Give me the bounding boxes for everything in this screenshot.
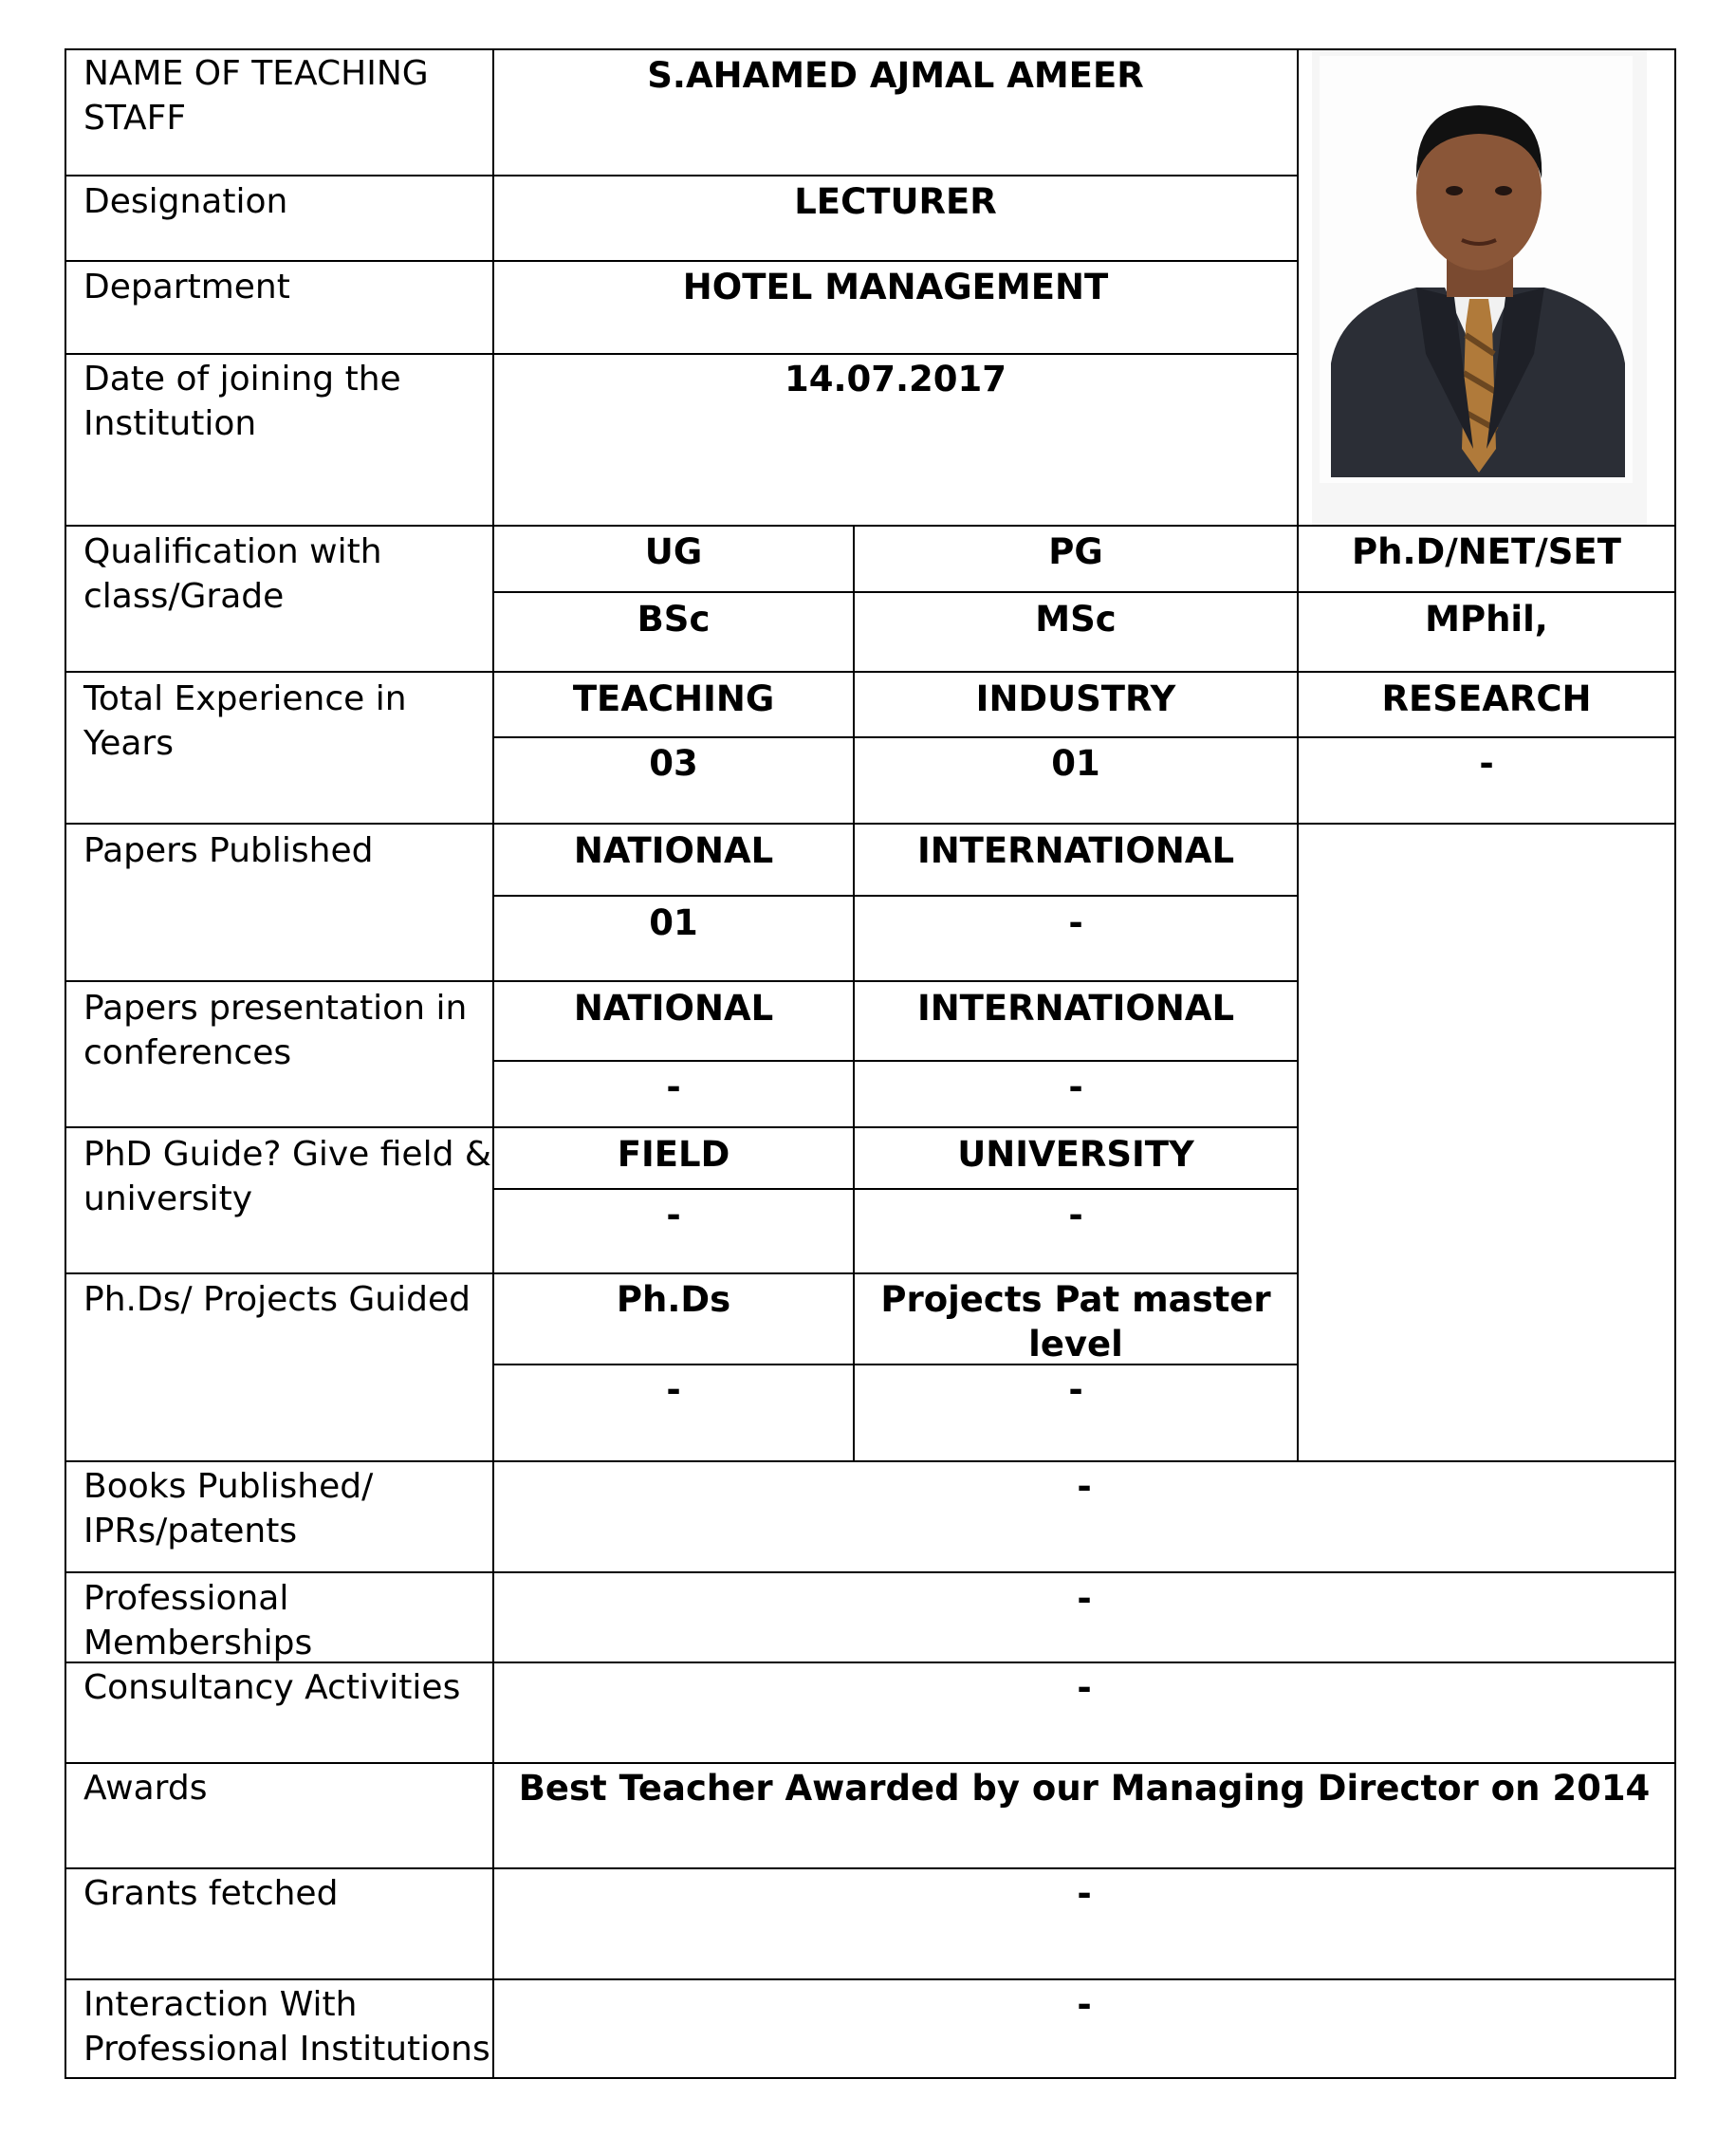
books-value: - <box>1077 1466 1092 1507</box>
papers-presentation-value-international: - <box>1068 1067 1083 1107</box>
row-divider <box>492 1060 1299 1062</box>
projects-guided-label: Ph.Ds/ Projects Guided <box>83 1280 471 1319</box>
row-divider <box>65 671 1676 673</box>
experience-value-teaching: 03 <box>649 743 698 784</box>
row-divider <box>65 1126 1299 1128</box>
designation-value: LECTURER <box>794 181 997 222</box>
experience-header-research: RESEARCH <box>1381 678 1592 719</box>
qualification-value-phd: MPhil, <box>1425 599 1548 640</box>
row-divider <box>492 1188 1299 1190</box>
doj-label: Date of joining the Institution <box>83 360 401 443</box>
name-label: NAME OF TEACHING STAFF <box>83 54 429 138</box>
row-divider <box>65 1571 1676 1573</box>
memberships-value: - <box>1077 1578 1092 1619</box>
projects-guided-header-projects: Projects Pat master level <box>880 1279 1271 1365</box>
papers-published-value-national: 01 <box>649 902 698 943</box>
papers-presentation-label: Papers presentation in conferences <box>83 989 468 1072</box>
table-border-right <box>1674 48 1676 2079</box>
papers-published-label: Papers Published <box>83 831 374 870</box>
papers-presentation-header-national: NATIONAL <box>573 988 774 1029</box>
person-photo-icon <box>1312 50 1647 525</box>
papers-presentation-value-national: - <box>666 1067 681 1107</box>
qualification-label: Qualification with class/Grade <box>83 532 382 616</box>
row-divider <box>65 823 1676 825</box>
projects-guided-header-phds: Ph.Ds <box>616 1279 731 1320</box>
papers-published-value-international: - <box>1068 902 1083 943</box>
projects-guided-value-phds: - <box>666 1369 681 1410</box>
experience-label: Total Experience in Years <box>83 679 407 763</box>
row-divider <box>65 1867 1676 1869</box>
phd-guide-header-university: UNIVERSITY <box>957 1134 1194 1175</box>
phd-guide-value-field: - <box>666 1195 681 1235</box>
row-divider <box>492 736 1676 738</box>
row-divider <box>65 1460 1676 1462</box>
department-value: HOTEL MANAGEMENT <box>682 267 1109 307</box>
phd-guide-label: PhD Guide? Give field & university <box>83 1135 491 1218</box>
grants-value: - <box>1077 1873 1092 1914</box>
consultancy-label: Consultancy Activities <box>83 1668 461 1707</box>
experience-header-industry: INDUSTRY <box>975 678 1176 719</box>
papers-published-header-international: INTERNATIONAL <box>916 830 1235 871</box>
doj-value: 14.07.2017 <box>784 359 1007 399</box>
interaction-value: - <box>1077 1984 1092 2025</box>
row-divider <box>492 591 1676 593</box>
row-divider <box>65 1978 1676 1980</box>
memberships-label: Professional Memberships <box>83 1579 313 1662</box>
experience-header-teaching: TEACHING <box>572 678 775 719</box>
consultancy-value: - <box>1077 1667 1092 1708</box>
row-divider <box>65 525 1676 527</box>
row-divider <box>65 980 1299 982</box>
qualification-header-ug: UG <box>644 531 703 572</box>
department-label: Department <box>83 268 290 306</box>
qualification-header-pg: PG <box>1048 531 1103 572</box>
row-divider <box>65 175 1299 176</box>
column-divider <box>1297 527 1299 1462</box>
designation-label: Designation <box>83 182 288 221</box>
phd-guide-value-university: - <box>1068 1195 1083 1235</box>
papers-presentation-header-international: INTERNATIONAL <box>916 988 1235 1029</box>
table-border-bottom <box>65 2077 1676 2079</box>
column-divider <box>1297 48 1299 527</box>
projects-guided-value-projects: - <box>1068 1369 1083 1410</box>
grants-label: Grants fetched <box>83 1874 339 1913</box>
row-divider <box>65 260 1299 262</box>
staff-name: S.AHAMED AJMAL AMEER <box>647 55 1144 96</box>
awards-value: Best Teacher Awarded by our Managing Director on 2014 <box>518 1768 1651 1809</box>
row-divider <box>65 1272 1299 1274</box>
qualification-value-pg: MSc <box>1035 599 1117 640</box>
papers-published-header-national: NATIONAL <box>573 830 774 871</box>
books-label: Books Published/ IPRs/patents <box>83 1467 374 1550</box>
experience-value-industry: 01 <box>1051 743 1100 784</box>
qualification-value-ug: BSc <box>637 599 711 640</box>
phd-guide-header-field: FIELD <box>617 1134 730 1175</box>
row-divider <box>492 895 1299 897</box>
row-divider <box>65 1762 1676 1764</box>
row-divider <box>65 353 1299 355</box>
interaction-label: Interaction With Professional Institutions <box>83 1985 490 2069</box>
qualification-header-phd: Ph.D/NET/SET <box>1352 531 1621 572</box>
awards-label: Awards <box>83 1769 208 1808</box>
experience-value-research: - <box>1479 743 1494 784</box>
